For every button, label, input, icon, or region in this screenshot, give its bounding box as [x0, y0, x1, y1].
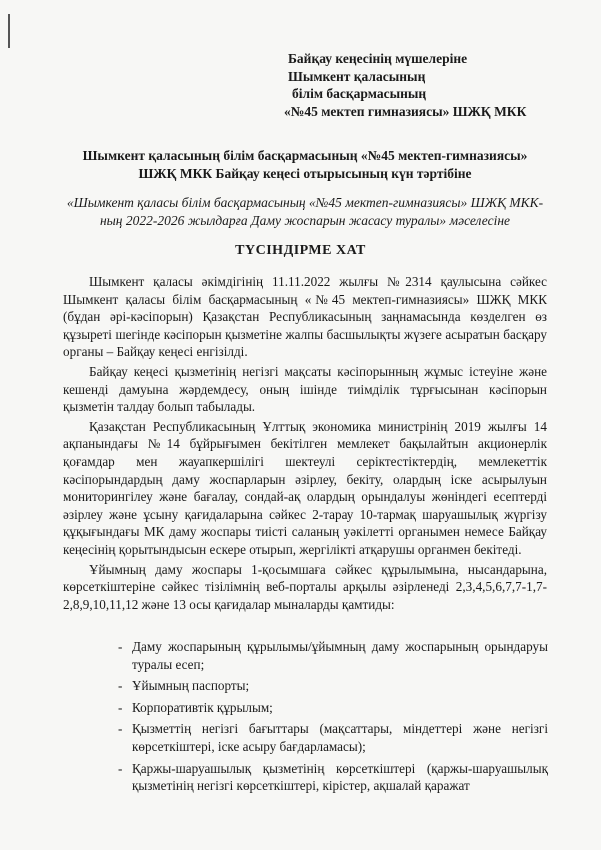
addressee-line: «№45 мектеп гимназиясы» ШЖҚ МКК: [284, 103, 527, 119]
list-marker: -: [118, 760, 123, 776]
document-heading: ТҮСІНДІРМЕ ХАТ: [235, 243, 366, 258]
list-item-text: Қаржы-шаруашылық қызметінің көрсеткіштері (қаржы-шаруашылық қызметінің негізгі көрсеткіштері, кірістер, ақшалай қаражат: [132, 760, 548, 794]
list-marker: -: [118, 721, 123, 737]
addressee-line: Байқау кеңесінің мүшелеріне: [288, 51, 468, 66]
list-item: [118, 720, 548, 755]
list-item-text: Ұйымның паспорты;: [132, 678, 250, 694]
paragraph: Ұйымның даму жоспары 1-қосымшаға сәйкес құрылымына, нысандарына, көрсеткіштеріне сәйкес тізілімнің веб-порталы арқылы әзірленеді 2,3,4,5,6,7,7-1,7-2,8,9,10,11,12 және 13 осы қағидалар мыналарды қамтиды:: [63, 561, 547, 612]
list-item: [118, 699, 548, 717]
paragraph: Байқау кеңесі қызметінің негізгі мақсаты кәсіпорынның жұмыс істеуіне және кешенді дамуына жәрдемдесу, оның ішінде тиімділік тұрғысынан кәсіпорын қызметін талдау болып табылады.: [63, 363, 547, 415]
addressee-line: білім басқармасының: [292, 86, 427, 101]
scan-edge-mark: [8, 14, 10, 48]
list-marker: -: [118, 639, 123, 654]
list-item-text: Даму жоспарының құрылымы/ұйымның даму жоспарының орындаруы туралы есеп;: [132, 639, 548, 672]
addressee-line: Шымкент қаласының: [288, 68, 426, 84]
addressee-block: [284, 50, 588, 120]
body-text: [63, 273, 547, 615]
agenda-title-line: ШЖҚ МКК Байқау кеңесі отырысының күн тәртібіне: [138, 165, 472, 181]
subject-line: «Шымкент қаласы білім басқармасының «№45 мектеп-гимназиясы» ШЖҚ МКК-ның 2022-2026 жылдарға Даму жоспарын жасасу туралы» мәселесіне: [66, 195, 544, 228]
paragraph: Шымкент қаласы әкімдігінің 11.11.2022 жылғы №2314 қаулысына сәйкес Шымкент қаласы білім басқармасының «№45 мектеп-гимназиясы» ШЖҚ МКК (бұдан әрі-кәсіпорын) Қазақстан Республикасының заңнамасында көзделген өз құзыреті шегінде кәсіпорын қызметіне жалпы басшылықты жүзеге асыратын басқару органы – Байқау кеңесі енгізілді.: [63, 274, 547, 360]
list-item: [118, 677, 548, 695]
agenda-title: [40, 147, 570, 182]
list-item-text: Корпоративтік құрылым;: [132, 699, 273, 715]
list-marker: -: [118, 699, 123, 715]
agenda-title-line: Шымкент қаласының білім басқармасының «№45 мектеп-гимназиясы»: [82, 148, 528, 163]
list-item: [118, 638, 548, 673]
list-marker: -: [118, 678, 123, 694]
paragraph: Қазақстан Республикасының Ұлттық экономика министрінің 2019 жылғы 14 ақпанындағы №14 бұйрығымен бекітілген мемлекет бақылайтын акционерлік қоғамдар мен жауапкершілігі шектеулі серіктестіктердің, мемлекеттік кәсіпорындардың даму жоспарларын әзірлеу, бекіту, олардың іске асырылуын мониторингілеу және бағалау, сондай-ақ олардың орындалуы жөніндегі есептерді әзірлеу және ұсыну қағидаларына сәйкес 2-тарау 10-тармақ шаруашылық жүргізу құқығындағы МК даму жоспары тиісті саланың уәкілетті органымен немесе Байқау кеңесінің қорытындысын ескере отырып, жергілікті атқарушы органмен бекітеді.: [63, 418, 547, 557]
list-item: [118, 760, 548, 795]
list-item-text: Қызметтің негізгі бағыттары (мақсаттары, міндеттері және негізгі көрсеткіштері, іске асыру бағдарламасы);: [132, 721, 548, 754]
contents-list: [118, 638, 548, 799]
